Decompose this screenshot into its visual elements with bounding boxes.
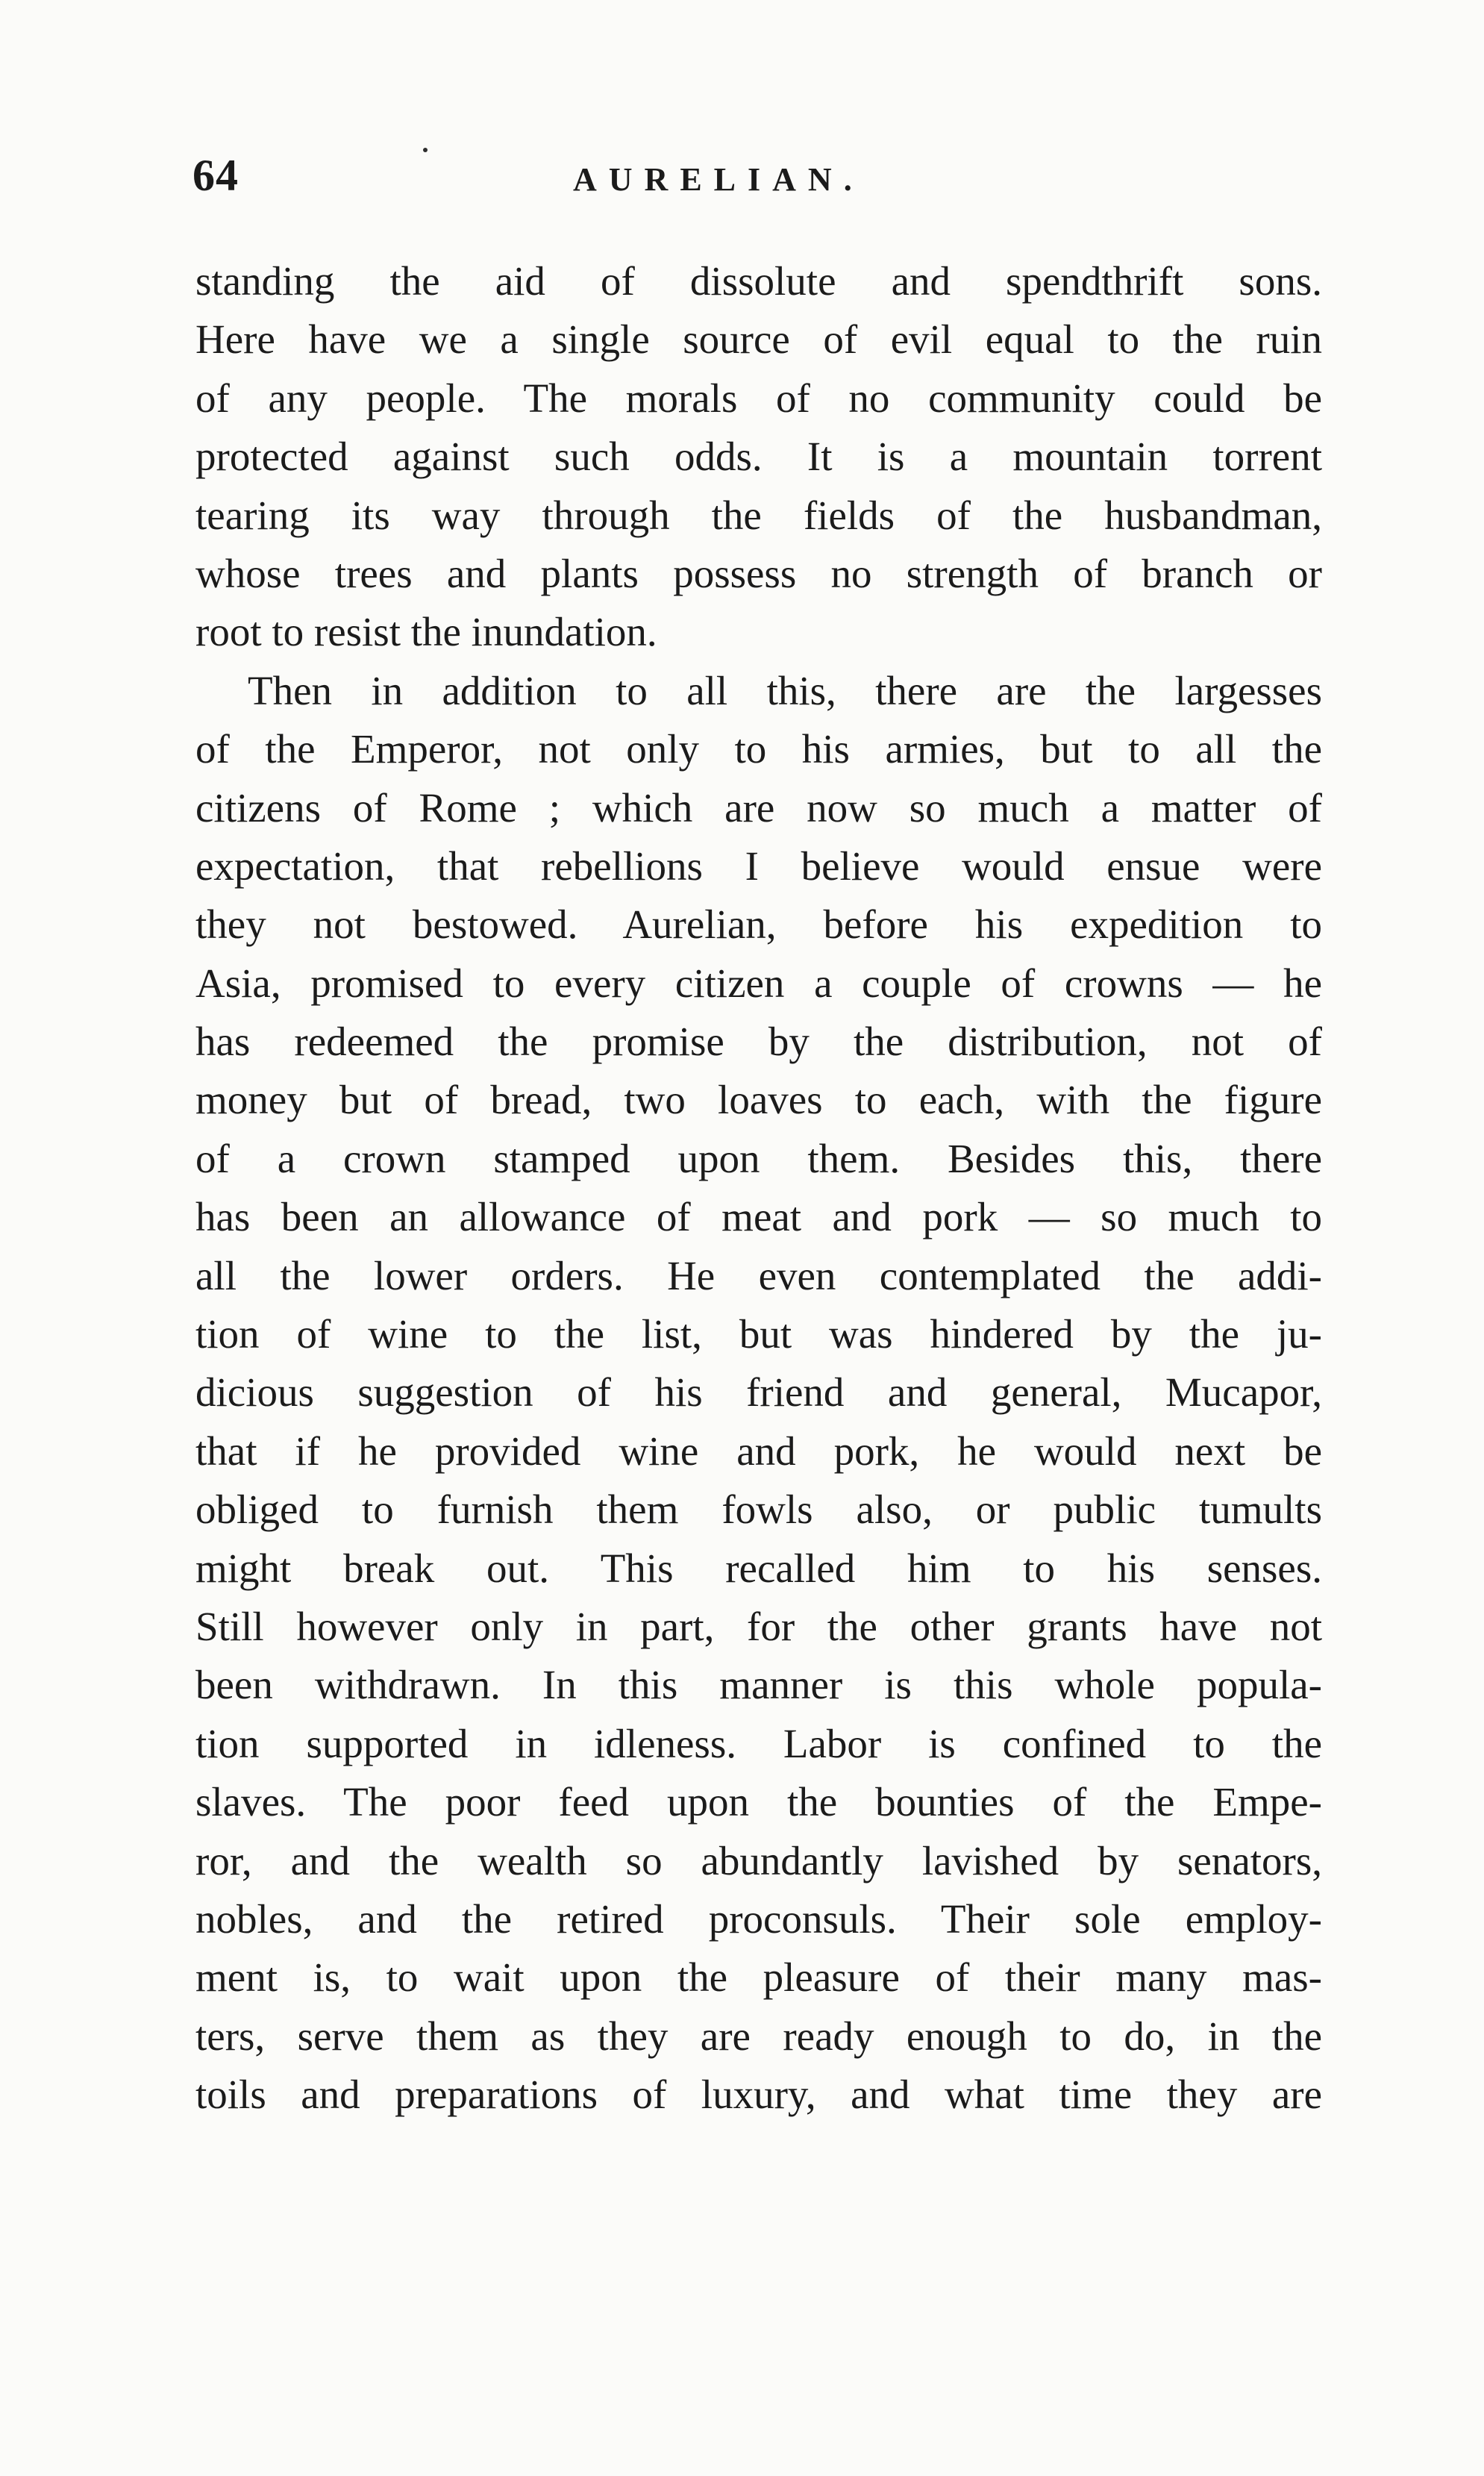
text-line: ror, and the wealth so abundantly lavished by senators, [195,1837,1322,1883]
page-number: 64 [192,151,239,200]
text-line: that if he provided wine and pork, he would next be [195,1428,1322,1474]
text-line: of any people. The morals of no community could be [195,375,1322,421]
body-text [195,252,1322,2125]
text-line: they not bestowed. Aurelian, before his expedition to [195,901,1322,948]
text-line: tion of wine to the list, but was hindered by the ju- [195,1311,1322,1357]
running-head-title: AURELIAN. [573,161,864,198]
text-line: ters, serve them as they are ready enough to do, in the [195,2013,1322,2059]
text-line: toils and preparations of luxury, and what time they are [195,2072,1322,2118]
text-line: protected against such odds. It is a mountain torrent [195,434,1322,480]
text-line: money but of bread, two loaves to each, with the figure [195,1077,1322,1123]
text-line: has been an allowance of meat and pork — so much to [195,1194,1322,1240]
text-line: slaves. The poor feed upon the bounties of the Empe- [195,1779,1322,1825]
text-line: all the lower orders. He even contemplated the addi- [195,1252,1322,1298]
text-line: whose trees and plants possess no strength of branch or [195,550,1322,596]
text-line: nobles, and the retired proconsuls. Their sole employ- [195,1895,1322,1942]
text-line: standing the aid of dissolute and spendthrift sons. [195,258,1322,304]
text-line: been withdrawn. In this manner is this whole popula- [195,1662,1322,1708]
text-line: of the Emperor, not only to his armies, but to all the [195,726,1322,772]
text-line: obliged to furnish them fowls also, or public tumults [195,1486,1322,1533]
text-line: of a crown stamped upon them. Besides this, there [195,1135,1322,1181]
text-line: might break out. This recalled him to his senses. [195,1545,1322,1591]
text-line: ment is, to wait upon the pleasure of their many mas- [195,1954,1322,2001]
text-line: expectation, that rebellions I believe would ensue were [195,842,1322,889]
ink-dot-mark [423,148,428,152]
paragraph-first-line: Then in addition to all this, there are the largesses [248,667,1322,713]
text-line: has redeemed the promise by the distribution, not of [195,1019,1322,1065]
text-line: tearing its way through the fields of the husbandman, [195,492,1322,538]
text-line: Here have we a single source of evil equal to the ruin [195,316,1322,363]
text-line: Asia, promised to every citizen a couple of crowns — he [195,960,1322,1006]
text-line: dicious suggestion of his friend and general, Mucapor, [195,1369,1322,1416]
paragraph-last-line: root to resist the inundation. [195,609,657,655]
text-line: Still however only in part, for the other grants have not [195,1603,1322,1649]
text-line: tion supported in idleness. Labor is confined to the [195,1720,1322,1766]
text-line: citizens of Rome ; which are now so much a matter of [195,784,1322,831]
